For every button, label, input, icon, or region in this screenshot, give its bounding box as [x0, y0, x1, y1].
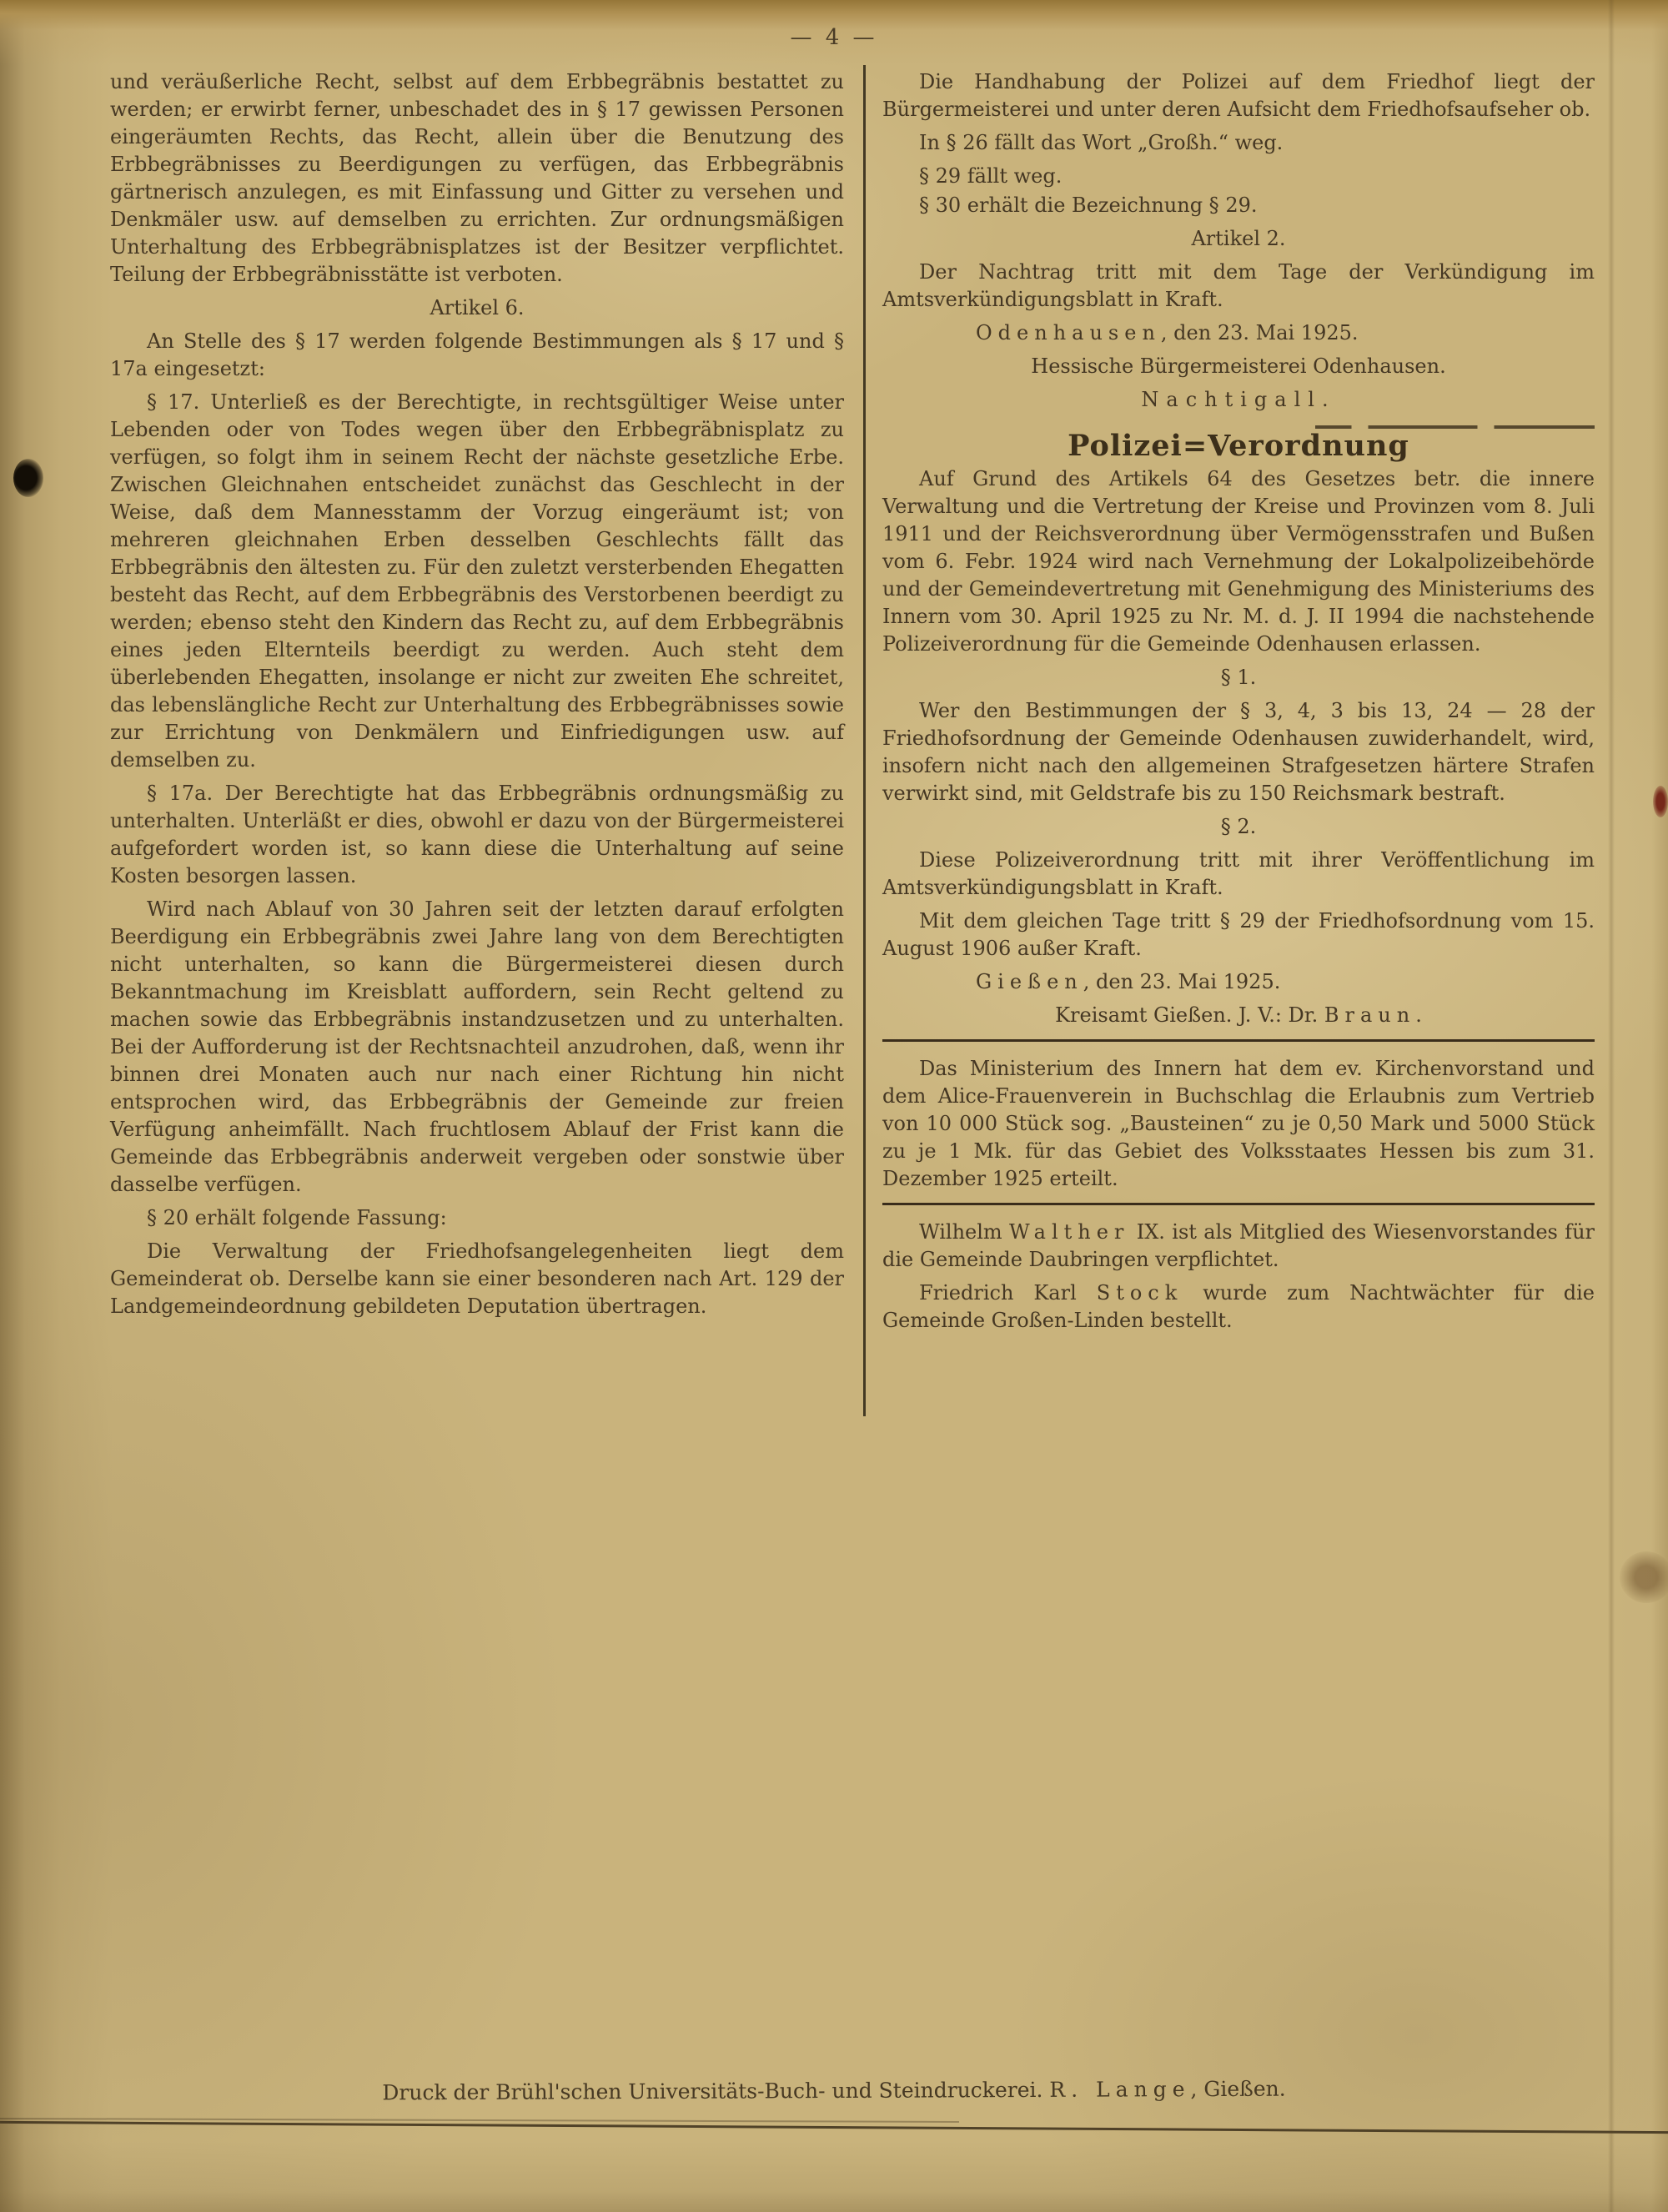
- signature-post: .: [1415, 1003, 1422, 1027]
- left-column: [110, 68, 844, 1326]
- paragraph-stock: [882, 1279, 1595, 1335]
- paragraph-29: § 29 fällt weg.: [919, 164, 1063, 188]
- paper-hole-mark: [13, 459, 43, 497]
- paragraph-20-intro: § 20 erhält folgende Fassung:: [147, 1206, 447, 1229]
- notice-pre: Friedrich Karl: [919, 1281, 1097, 1305]
- paper-crease: [1608, 0, 1615, 2212]
- imprint-name: R. Lange: [1049, 2077, 1191, 2102]
- paragraph-handhabung: Die Handhabung der Polizei auf dem Friedhof liegt der Bürgermeisterei und unter deren Aufsicht dem Friedhofsaufseher ob.: [882, 70, 1595, 121]
- dateline-city: Odenhausen: [976, 321, 1161, 344]
- signature-kreisamt: [882, 1002, 1595, 1029]
- right-column: [882, 68, 1595, 1340]
- dateline-rest: , den 23. Mai 1925.: [1160, 321, 1359, 344]
- dateline-city: Gießen: [976, 970, 1083, 993]
- paragraph-26: In § 26 fällt das Wort „Großh.“ weg.: [919, 131, 1284, 154]
- paragraph-nachtrag: Der Nachtrag tritt mit dem Tage der Verkündigung im Amtsverkündigungsblatt in Kraft.: [882, 260, 1595, 311]
- section-heading-par-1: § 1.: [1220, 666, 1257, 689]
- notice-post: wurde zum Nachtwächter für die Gemeinde Großen-Linden bestellt.: [882, 1281, 1595, 1332]
- footer-rule: [0, 2121, 1668, 2134]
- dateline-giessen: [882, 968, 1595, 996]
- signature-buergermeisterei: Hessische Bürgermeisterei Odenhausen.: [1031, 354, 1446, 378]
- signature-pre: Kreisamt Gießen. J. V.: Dr.: [1055, 1003, 1324, 1027]
- dateline-odenhausen: [882, 319, 1595, 347]
- paragraph-1: Wer den Bestimmungen der § 3, 4, 3 bis 13, 24 — 28 der Friedhofsordnung der Gemeinde Odenhausen zuwiderhandelt, wird, insofern nicht nach den allgemeinen Strafgesetzen härtere Strafen verwirkt sind, mit Geldstrafe bis zu 150 Reichsmark bestraft.: [882, 699, 1595, 805]
- section-heading-par-2: § 2.: [1220, 815, 1257, 838]
- paragraph-walther: [882, 1219, 1595, 1274]
- paragraph-30-jahre: Wird nach Ablauf von 30 Jahren seit der letzten darauf erfolgten Beerdigung ein Erbbegräbnis zwei Jahre lang von dem Berechtigten nicht unterhalten, so kann die Bürgermeisterei diesen durch Bekanntmachung im Kreisblatt auffordern, sein Recht geltend zu machen sowie das Erbbegräbnis instandzusetzen und zu unterhalten. Bei der Aufforderung ist der Rechtsnachteil anzudrohen, daß, wenn ihr binnen drei Monaten auch nur nach einer Richtung hin nicht entsprochen wird, das Erbbegräbnis der Gemeinde zur freien Verfügung anheimfällt. Nach fruchtlosem Ablauf der Frist kann die Gemeinde das Erbbegräbnis anderweit vergeben oder sonstwie über dasselbe verfügen.: [110, 897, 844, 1196]
- notice-name: Stock: [1096, 1281, 1183, 1305]
- polizei-verordnung-heading: Polizei=Verordnung: [1068, 429, 1409, 463]
- paragraph-30: § 30 erhält die Bezeichnung § 29.: [919, 194, 1258, 217]
- heading-dash-rule: [1315, 425, 1595, 429]
- paragraph-2a: Diese Polizeiverordnung tritt mit ihrer Veröffentlichung im Amtsverkündigungsblatt in Kraft.: [882, 848, 1595, 899]
- column-divider-rule: [863, 65, 866, 1416]
- paragraph-17a: § 17a. Der Berechtigte hat das Erbbegräbnis ordnungsmäßig zu unterhalten. Unterläßt er dies, obwohl er dazu von der Bürgermeisterei aufgefordert worden ist, so kann diese die Unterhaltung auf seine Kosten besorgen lassen.: [110, 782, 844, 887]
- notice-name: Walther: [1009, 1220, 1130, 1244]
- paragraph-20-text: Die Verwaltung der Friedhofsangelegenheiten liegt dem Gemeinderat ob. Derselbe kann sie einer besonderen nach Art. 129 der Landgemeindeordnung gebildeten Deputation übertragen.: [110, 1239, 844, 1318]
- section-heading-artikel-6: Artikel 6.: [430, 296, 525, 319]
- section-divider: [882, 1203, 1595, 1205]
- section-divider: [882, 1039, 1595, 1042]
- paragraph-2b: Mit dem gleichen Tage tritt § 29 der Friedhofsordnung vom 15. August 1906 außer Kraft.: [882, 909, 1595, 960]
- imprint-post: , Gießen.: [1190, 2076, 1286, 2102]
- notice-pre: Wilhelm: [919, 1220, 1010, 1244]
- page-number: — 4 —: [790, 25, 878, 50]
- paragraph-intro-17: An Stelle des § 17 werden folgende Bestimmungen als § 17 und § 17a eingesetzt:: [110, 329, 844, 380]
- stamp-smudge: [1620, 1551, 1668, 1603]
- signature-nachtigall: Nachtigall.: [1141, 388, 1336, 411]
- paragraph-ministerium: Das Ministerium des Innern hat dem ev. Kirchenvorstand und dem Alice-Frauenverein in Buchschlag die Erlaubnis zum Vertrieb von 10 000 Stück sog. „Bausteinen“ zu je 0,50 Mark und 5000 Stück zu je 1 Mk. für das Gebiet des Volksstaates Hessen bis zum 31. Dezember 1925 erteilt.: [882, 1057, 1595, 1190]
- paragraph-grund: Auf Grund des Artikels 64 des Gesetzes betr. die innere Verwaltung und die Vertretung der Kreise und Provinzen vom 8. Juli 1911 und der Reichsverordnung über Vermögensstrafen und Bußen vom 6. Febr. 1924 wird nach Vernehmung der Lokalpolizeibehörde und der Gemeindevertretung mit Genehmigung des Ministeriums des Innern vom 30. April 1925 zu Nr. M. d. J. II 1994 die nachstehende Polizeiverordnung für die Gemeinde Odenhausen erlassen.: [882, 467, 1595, 656]
- signature-name: Braun: [1324, 1003, 1416, 1027]
- paragraph-17: § 17. Unterließ es der Berechtigte, in rechtsgültiger Weise unter Lebenden oder von Todes wegen über den Erbbegräbnisplatz zu verfügen, so folgt ihm in seinem Recht der nächste gesetzliche Erbe. Zwischen Gleichnahen entscheidet zunächst das Geschlecht in der Weise, daß dem Mannesstamm der Vorzug eingeräumt ist; von mehreren gleichnahen Erben desselben Geschlechts fällt das Erbbegräbnis den ältesten zu. Für den zuletzt versterbenden Ehegatten besteht das Recht, auf dem Erbbegräbnis des Verstorbenen beerdigt zu werden; ebenso steht den Kindern das Recht zu, auf dem Erbbegräbnis eines jeden Elternteils beerdigt zu werden. Auch steht dem überlebenden Ehegatten, insolange er nicht zur zweiten Ehe schreitet, das lebenslängliche Recht zur Unterhaltung des Erbbegräbnisses sowie zur Errichtung von Denkmälern und Einfriedigungen usw. auf demselben zu.: [110, 390, 844, 772]
- notice-post: IX. ist als Mitglied des Wiesenvorstandes für die Gemeinde Daubringen verpflichtet.: [882, 1220, 1595, 1271]
- edge-mark: [1653, 786, 1668, 817]
- printer-imprint: [0, 2075, 1668, 2107]
- paragraph-continuation: und veräußerliche Recht, selbst auf dem Erbbegräbnis bestattet zu werden; er erwirbt ferner, unbeschadet des in § 17 gewissen Personen eingeräumten Rechts, das Recht, allein über die Benutzung des Erbbegräbnisses zu Beerdigungen zu verfügen, das Erbbegräbnis gärtnerisch anzulegen, es mit Einfassung und Gitter zu versehen und Denkmäler usw. auf demselben zu errichten. Zur ordnungsmäßigen Unterhaltung des Erbbegräbnisplatzes ist der Besitzer verpflichtet. Teilung der Erbbegräbnisstätte ist verboten.: [110, 70, 844, 286]
- section-heading-artikel-2: Artikel 2.: [1191, 227, 1286, 250]
- dateline-rest: , den 23. Mai 1925.: [1083, 970, 1281, 993]
- imprint-pre: Druck der Brühl'schen Universitäts-Buch- und Steindruckerei.: [382, 2077, 1050, 2105]
